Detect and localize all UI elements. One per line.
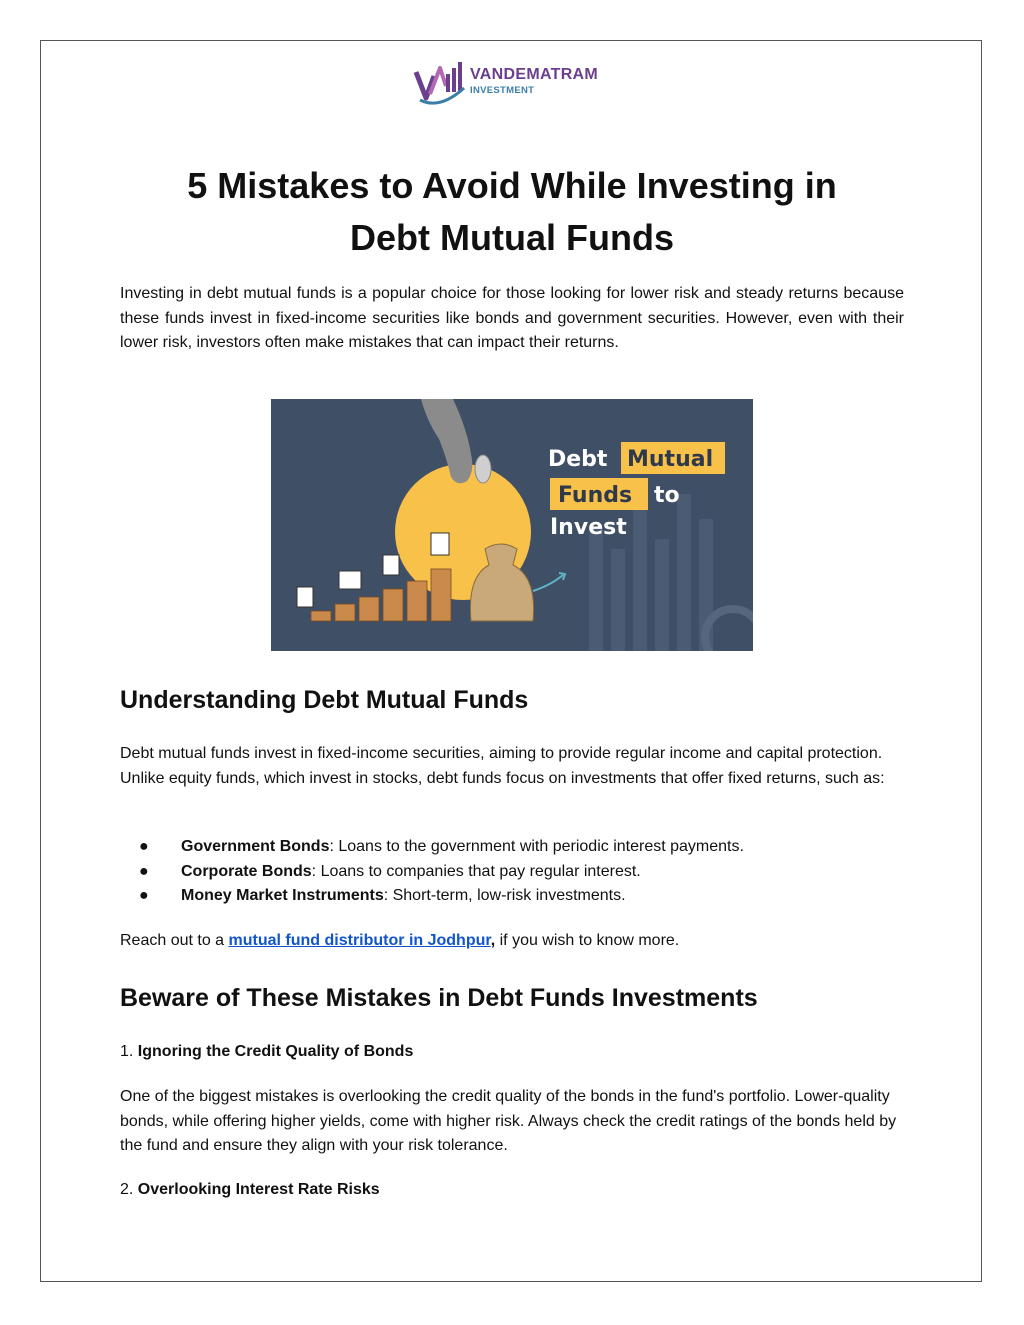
title-line-1: 5 Mistakes to Avoid While Investing in: [187, 165, 837, 206]
hero-text-invest: Invest: [550, 515, 627, 540]
page-title: [120, 160, 904, 264]
hero-text-debt: Debt: [548, 447, 608, 472]
mistake-2-heading: [120, 1178, 904, 1203]
mistake-1-heading: [120, 1040, 904, 1065]
logo-text-primary: VANDEMATRAM: [470, 66, 599, 83]
bond-types-list: [120, 835, 904, 909]
list-item-desc: : Loans to the government with periodic interest payments.: [329, 838, 744, 855]
list-item: [120, 835, 904, 860]
mistake-1-body: One of the biggest mistakes is overlooking the credit quality of the bonds in the fund's portfolio. Lower-quality bonds, while offering higher yields, come with higher risk. Always check the credit ratings of the bonds held by the fund and ensure they align with your risk tolerance.: [120, 1088, 897, 1154]
list-item-term: Money Market Instruments: [181, 887, 384, 904]
hero-text-to: to: [654, 483, 680, 508]
hero-image: [271, 399, 753, 651]
list-item-term: Corporate Bonds: [181, 862, 312, 880]
list-item-desc: : Loans to companies that pay regular interest.: [311, 862, 641, 880]
cta-comma: ,: [490, 932, 496, 949]
mistake-title: Overlooking Interest Rate Risks: [137, 1181, 380, 1198]
title-line-2: Debt Mutual Funds: [350, 217, 674, 258]
section-heading-mistakes: Beware of These Mistakes in Debt Funds Investments: [120, 984, 758, 1012]
cta-paragraph: [120, 929, 904, 954]
hero-text-mutual: Mutual: [627, 447, 714, 472]
mistake-number: 1.: [120, 1043, 138, 1060]
bullet-icon: ●: [139, 838, 149, 855]
bullet-icon: ●: [139, 862, 149, 880]
bullet-icon: ●: [139, 887, 149, 904]
hero-text-funds: Funds: [558, 483, 633, 508]
list-item-desc: : Short-term, low-risk investments.: [383, 887, 626, 904]
cta-suffix: if you wish to know more.: [495, 932, 680, 949]
section1-paragraph: Debt mutual funds invest in fixed-income securities, aiming to provide regular income and capital protection. Unlike equity funds, which invest in stocks, debt funds focus on investments that offer fixed returns, such as:: [120, 745, 885, 787]
cta-prefix: Reach out to a: [120, 932, 229, 949]
intro-paragraph: Investing in debt mutual funds is a popular choice for those looking for lower risk and steady returns because these funds invest in fixed-income securities like bonds and government securities. However, even with their lower risk, investors often make mistakes that can impact their returns.: [120, 285, 904, 351]
section-heading-understanding: Understanding Debt Mutual Funds: [120, 686, 529, 714]
distributor-link[interactable]: mutual fund distributor in Jodhpur: [228, 932, 491, 949]
hero-illustration: [271, 399, 753, 651]
logo-mark-icon: [412, 58, 468, 108]
list-item: [120, 860, 904, 885]
vandematram-logo: [412, 58, 612, 108]
list-item: [120, 884, 904, 909]
logo-text-secondary: INVESTMENT: [470, 85, 535, 96]
mistake-title: Ignoring the Credit Quality of Bonds: [137, 1043, 414, 1060]
mistake-number: 2.: [120, 1181, 138, 1198]
list-item-term: Government Bonds: [181, 838, 330, 855]
